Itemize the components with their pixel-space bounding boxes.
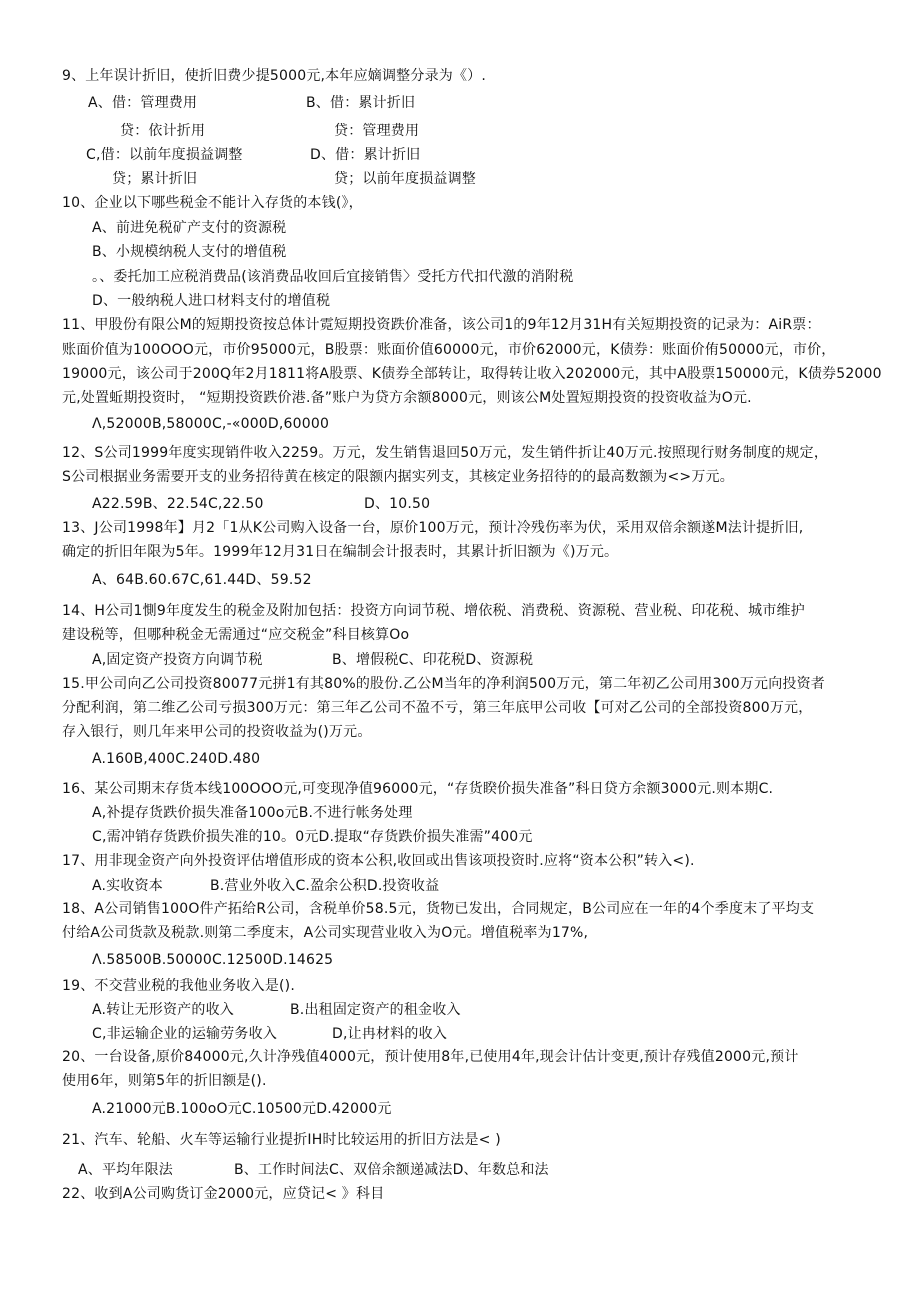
question-10-option-c: 。、委托加工应税消费品(该消费品收回后宜接销售〉受托方代扣代激的消附税 (92, 269, 574, 285)
question-9-option-b-credit: 贷：管理费用 (334, 123, 420, 139)
question-16-stem: 16、某公司期末存货本线100OOO元,可变现净值96000元，“存货睽价损失准备”科日贷方余额3000元.则本期C. (62, 781, 774, 797)
question-13-stem-line-1: 13、J公司1998年】月2「1从K公司购入设备一台，原价100万元，预计冷残伤率为伏，采用双倍余额遂M法计提折旧, (62, 520, 804, 536)
question-14-options-bcd: B、增假税C、印花税D、资源税 (332, 652, 534, 668)
question-14-stem-line-1: 14、H公司1惻9年度发生的税金及附加包括：投资方向词节税、增依税、消费税、资源税、营业税、印花税、城市维护 (62, 603, 805, 619)
question-19-option-c: C,非运输企业的运输劳务收入 (92, 1026, 278, 1042)
question-9-option-d-credit: 贷；以前年度损益调整 (334, 171, 476, 187)
question-14-stem-line-2: 建设税等，但哪种税金无需通过“应交税金”科目核算Oo (62, 627, 410, 643)
question-21-stem: 21、汽车、轮船、火车等运输行业提折IH时比较运用的折旧方法是< ) (62, 1132, 501, 1148)
question-18-stem-line-1: 18、A公司销售100O件产拓给R公司，含税单价58.5元，货物已发出，合同规定，B公司应在一年的4个季度末了平均支 (62, 901, 815, 917)
question-9-option-c: C,借：以前年度损益调整 (86, 147, 243, 163)
question-9-option-a: A、借：管理费用 (88, 95, 198, 111)
question-20-stem-line-2: 使用6年，则第5年的折旧额是(). (62, 1073, 267, 1089)
question-11-stem-line-4: 元,处置蚯期投资时， “短期投资跌价港.备”账户为贷方余额8000元，则该公M处置短期投资的投资收益为O元. (62, 390, 752, 406)
question-10-option-a: A、前进免税矿产支付的资源税 (92, 220, 287, 236)
question-9-option-a-credit: 贷：依计折用 (120, 123, 206, 139)
question-11-stem-line-1: 11、甲股份有限公M的短期投资按总体计霓短期投资跌价准备，该公司1的9年12月31H有关短期投资的记录为：AiR票： (62, 317, 821, 333)
question-19-option-b: B.出租固定资产的租金收入 (290, 1002, 461, 1018)
question-9-stem: 9、上年误计折旧，使折旧费少提5000元,本年应嫡调整分录为《）. (62, 68, 487, 84)
question-15-options: A.160B,400C.240D.480 (92, 751, 261, 767)
question-9-option-c-credit: 贷；累计折旧 (112, 171, 198, 187)
question-11-stem-line-2: 账面价值为100OOO元，市价95000元，B股票：账面价值60000元，市价62000元，K债券：账面价侑50000元，市价， (62, 342, 836, 358)
question-13-stem-line-2: 确定的折旧年限为5年。1999年12月31日在编制会计报表时，其累计折旧额为《)万元。 (62, 544, 619, 560)
question-13-options: A、64B.60.67C,61.44D、59.52 (92, 572, 312, 588)
question-9-option-d: D、借：累计折旧 (310, 147, 421, 163)
question-21-options-bcd: B、工作时间法C、双倍余额递减法D、年数总和法 (234, 1162, 549, 1178)
question-18-stem-line-2: 付给A公司货款及税款.则第二季度末，A公司实现营业收入为O元。增值税率为17%, (62, 925, 589, 941)
question-15-stem-line-3: 存入银行，则几年来甲公司的投资收益为()万元。 (62, 724, 372, 740)
question-18-options: Λ.58500B.50000C.12500D.14625 (92, 952, 334, 968)
question-16-options-cd: C,需冲销存货跌价损失准的10。0元D.提取“存货跌价损失准需”400元 (92, 829, 533, 845)
question-12-stem-line-1: 12、S公司1999年度实现销件收入2259。万元，发生销售退回50万元，发生销件折让40万元.按照现行财务制度的规定， (62, 445, 829, 461)
question-12-stem-line-2: S公司根据业务需要开支的业务招待黄在核定的限额内据实列支，其核定业务招待的的最高数额为<>万元。 (62, 469, 734, 485)
question-19-stem: 19、不交营业税的我他业务收入是(). (62, 978, 295, 994)
question-19-option-a: A.转让无形资产的收入 (92, 1002, 234, 1018)
question-12-option-d: D、10.50 (364, 496, 431, 512)
question-15-stem-line-1: 15.甲公司向乙公司投资80077元拼1有其80%的股份.乙公M当年的净利润500万元，第二年初乙公司用300万元向投资者 (62, 676, 825, 692)
question-9-option-b: B、借：累计折旧 (306, 95, 416, 111)
question-12-options-abc: A22.59B、22.54C,22.50 (92, 496, 264, 512)
question-10-option-b: B、小规模纳税人支付的增值税 (92, 244, 287, 260)
question-19-option-d: D,让冉材料的收入 (332, 1026, 448, 1042)
question-11-options: Λ,52000B,58000C,-«000D,60000 (92, 416, 330, 432)
question-10-stem: 10、企业以下哪些税金不能计入存货的本钱(》， (62, 195, 363, 211)
question-20-stem-line-1: 20、一台设备,原价84000元,久计净残值4000元，预计使用8年,已使用4年,现会计估计变更,预计存残值2000元,预计 (62, 1049, 799, 1065)
question-16-options-ab: A,补提存货跌价损失准备100o元B.不进行帐务处理 (92, 805, 413, 821)
question-21-option-a: A、平均年限法 (78, 1162, 173, 1178)
question-22-stem: 22、收到A公司购货订金2000元，应贷记< 》科目 (62, 1186, 385, 1202)
question-15-stem-line-2: 分配利润，第二维乙公司亏损300万元：第三年乙公司不盈不亏，第三年底甲公司收【可对乙公司的全部投资800万元， (62, 700, 813, 716)
question-17-options-bcd: B.营业外收入C.盈余公积D.投资收益 (210, 878, 440, 894)
question-17-stem: 17、用非现金资产向外投资评估增值形成的资本公积,收回或出售该项投资时.应将“资本公积”转入<). (62, 853, 695, 869)
question-17-option-a: A.实收资本 (92, 878, 163, 894)
question-20-options: A.21000元B.100oO元C.10500元D.42000元 (92, 1101, 392, 1117)
question-14-option-a: A,固定资产投资方向调节税 (92, 652, 263, 668)
question-11-stem-line-3: 19000元，该公司于200Q年2月1811将A股票、K债券全部转让，取得转让收入202000元，其中A股票150000元，K债券52000 (62, 366, 882, 382)
question-10-option-d: D、一般纳税人进口材料支付的增值税 (92, 293, 331, 309)
